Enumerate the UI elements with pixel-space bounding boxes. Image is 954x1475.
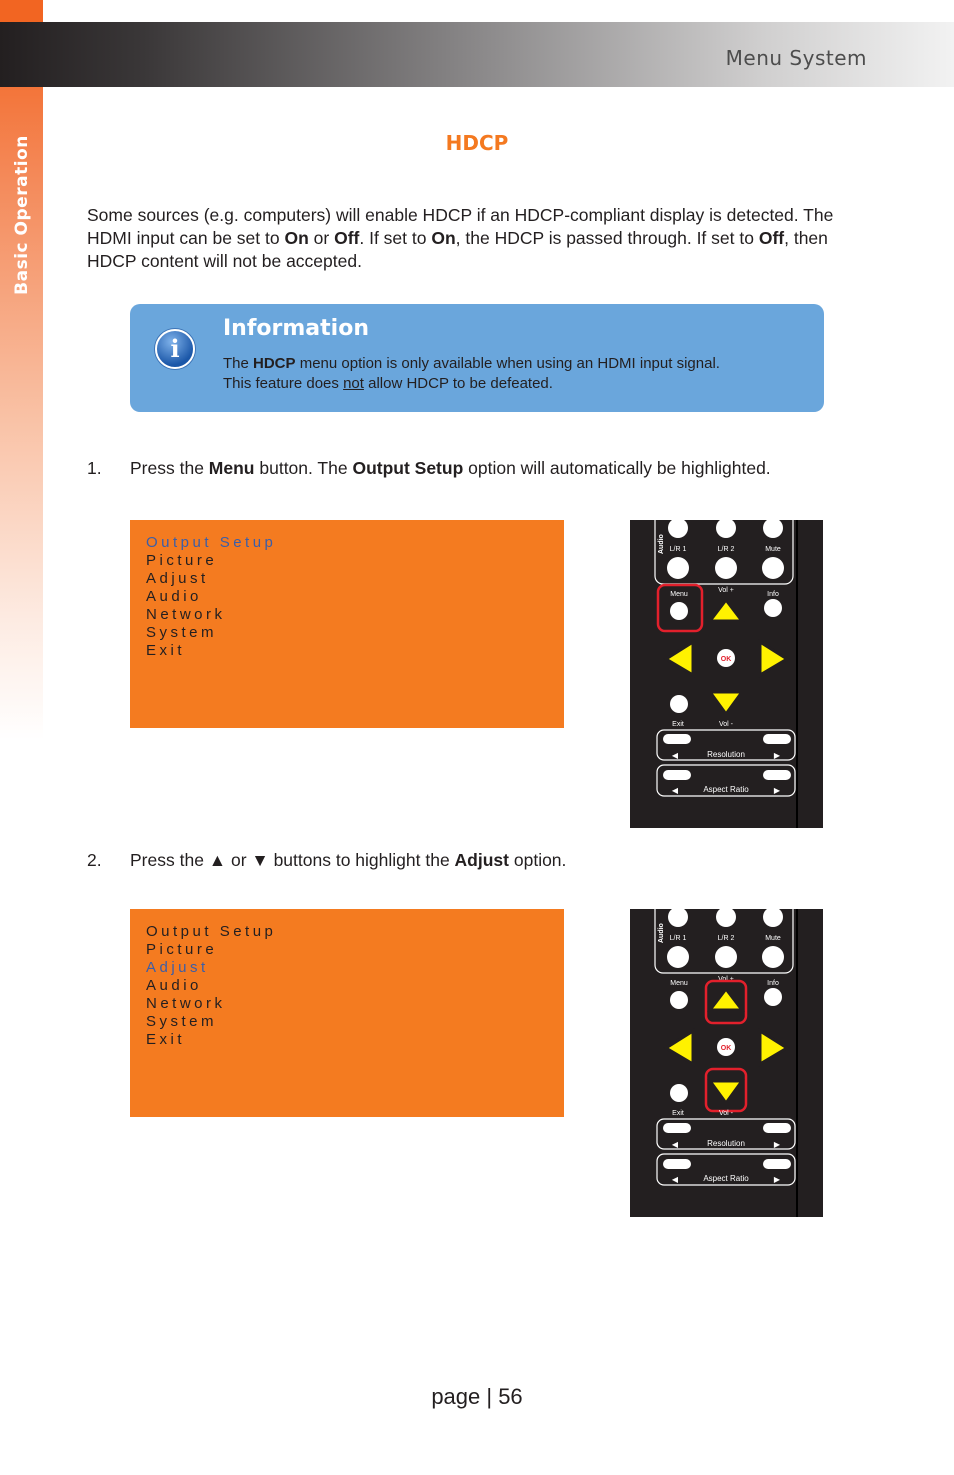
osd-item-adjust: Adjust [146,570,209,587]
step-text: Press the ▲ or ▼ buttons to highlight the Adjust option. [130,850,567,870]
left-arrow-button[interactable] [666,1031,693,1064]
vol-down-label: Vol - [718,1110,734,1117]
remote-control-step2 [630,909,823,1217]
aspect-right-button[interactable] [763,770,791,780]
info-label: Info [767,591,779,598]
vol-up-label: Vol + [718,976,734,983]
exit-button[interactable] [670,695,688,713]
resolution-right-button[interactable] [763,734,791,744]
side-tab-label: Basic Operation [12,135,32,295]
info-icon: i [155,329,195,369]
step-number: 1. [87,458,102,478]
right-arrow-button[interactable] [760,1031,787,1064]
osd-item-output-setup: Output Setup [146,923,277,940]
step-number: 2. [87,850,102,870]
resolution-label: Resolution [707,750,745,759]
lr2-button[interactable] [716,909,736,927]
section-title: HDCP [445,131,509,155]
resolution-left-arrow: ◀ [671,1140,679,1149]
side-tab [0,0,43,740]
osd-menu-step2 [130,909,564,1117]
osd-item-output-setup: Output Setup [146,534,277,551]
osd-item-system: System [146,1013,218,1030]
aspect-right-button[interactable] [763,1159,791,1169]
header-title: Menu System [725,46,867,70]
resolution-right-button[interactable] [763,1123,791,1133]
info-label: Info [767,980,779,987]
aspect-left-arrow: ◀ [671,1175,679,1184]
up-arrow-button[interactable] [710,600,742,621]
mute-lower-button[interactable] [762,946,784,968]
intro-paragraph: Some sources (e.g. computers) will enable HDCP if an HDCP-compliant display is detected. The HDMI input can be set to On or Off. If set to On, the HDCP is passed through. If set to Off, then HDCP content will not be accepted. [87,205,834,271]
resolution-right-arrow: ▶ [773,751,781,760]
osd-item-exit: Exit [146,642,186,659]
left-arrow-button[interactable] [666,642,693,675]
lr2-label: L/R 2 [717,546,735,553]
lr1-lower-button[interactable] [667,557,689,579]
info-button[interactable] [764,988,782,1006]
lr1-lower-button[interactable] [667,946,689,968]
right-arrow-button[interactable] [760,642,787,675]
osd-item-audio: Audio [146,588,202,605]
lr1-label: L/R 1 [669,935,687,942]
menu-button[interactable] [670,991,688,1009]
remote-control-step1 [630,520,823,828]
lr2-button[interactable] [716,520,736,538]
aspect-ratio-label: Aspect Ratio [703,785,749,794]
resolution-right-arrow: ▶ [773,1140,781,1149]
exit-label: Exit [672,1110,684,1117]
information-callout [130,304,824,412]
info-text: The HDCP menu option is only available when using an HDMI input signal. This feature does not allow HDCP to be defeated. [223,355,720,392]
page-number: page | 56 [431,1384,523,1409]
resolution-left-button[interactable] [663,1123,691,1133]
vol-up-upper-button[interactable] [715,946,737,968]
aspect-left-arrow: ◀ [671,786,679,795]
mute-button[interactable] [763,909,783,927]
osd-menu-step1 [130,520,564,728]
osd-item-network: Network [146,995,226,1012]
aspect-right-arrow: ▶ [773,786,781,795]
info-heading: Information [223,316,369,341]
resolution-left-button[interactable] [663,734,691,744]
aspect-left-button[interactable] [663,770,691,780]
lr1-button[interactable] [668,520,688,538]
up-arrow-button[interactable] [710,989,742,1010]
down-arrow-button[interactable] [710,692,742,714]
mute-lower-button[interactable] [762,557,784,579]
exit-label: Exit [672,721,684,728]
audio-label: Audio [658,534,665,554]
aspect-left-button[interactable] [663,1159,691,1169]
vol-down-label: Vol - [718,721,734,728]
osd-item-picture: Picture [146,941,218,958]
lr1-label: L/R 1 [669,546,687,553]
exit-button[interactable] [670,1084,688,1102]
resolution-left-arrow: ◀ [671,751,679,760]
resolution-label: Resolution [707,1139,745,1148]
mute-label: Mute [765,546,781,553]
lr2-label: L/R 2 [717,935,735,942]
audio-label: Audio [658,923,665,943]
aspect-ratio-label: Aspect Ratio [703,1174,749,1183]
step-text: Press the Menu button. The Output Setup option will automatically be highlighted. [130,458,771,478]
info-button[interactable] [764,599,782,617]
osd-item-audio: Audio [146,977,202,994]
ok-label: OK [720,656,732,663]
aspect-right-arrow: ▶ [773,1175,781,1184]
osd-item-exit: Exit [146,1031,186,1048]
mute-button[interactable] [763,520,783,538]
osd-item-network: Network [146,606,226,623]
lr1-button[interactable] [668,909,688,927]
menu-label: Menu [670,591,688,598]
menu-label: Menu [670,980,688,987]
down-arrow-button[interactable] [710,1081,742,1103]
mute-label: Mute [765,935,781,942]
osd-item-picture: Picture [146,552,218,569]
osd-item-system: System [146,624,218,641]
menu-button[interactable] [670,602,688,620]
ok-label: OK [720,1045,732,1052]
vol-up-upper-button[interactable] [715,557,737,579]
osd-item-adjust: Adjust [146,959,209,976]
vol-up-label: Vol + [718,587,734,594]
